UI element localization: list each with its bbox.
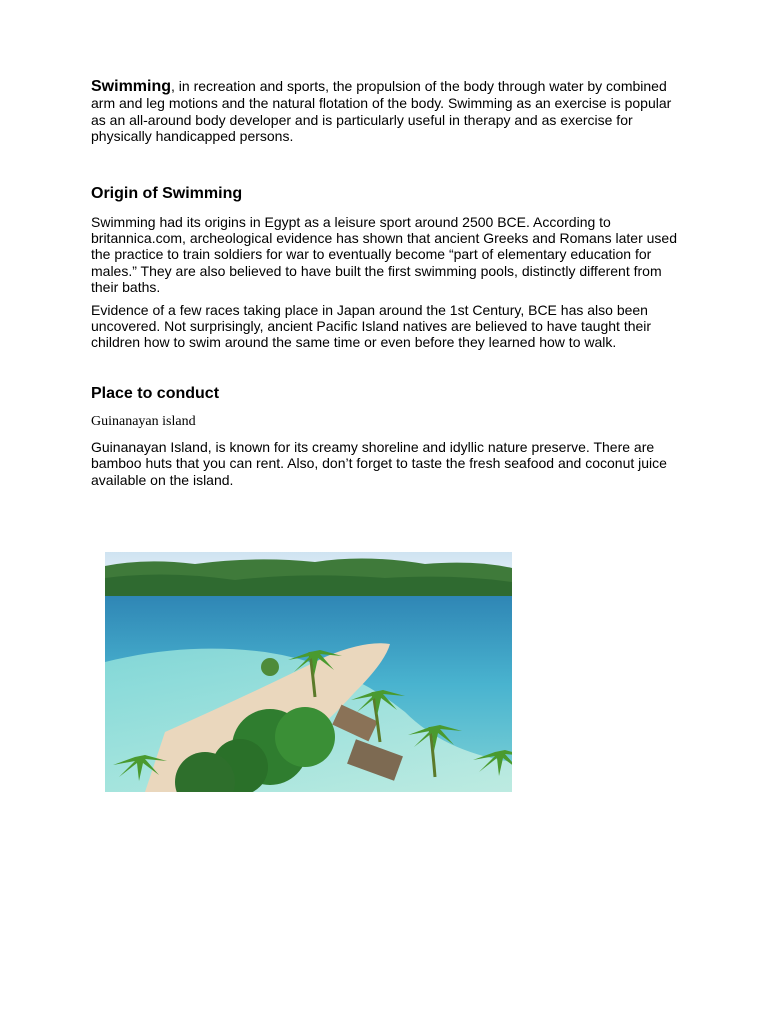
intro-paragraph xyxy=(91,78,681,145)
place-heading: Place to conduct xyxy=(91,384,220,402)
origin-paragraph-1: Swimming had its origins in Egypt as a leisure sport around 2500 BCE. According to britannica.com, archeological evidence has shown that ancient Greeks and Romans later used the practice to train soldiers for war to eventually become “part of elementary education for males.” They are also believed to have built the first swimming pools, distinctly different from their baths. xyxy=(91,213,677,296)
document-page xyxy=(91,78,681,488)
island-photo-drawing xyxy=(105,552,512,792)
intro-lead-word: Swimming xyxy=(91,78,172,95)
place-subheading: Guinanayan island xyxy=(91,413,196,429)
place-paragraph: Guinanayan Island, is known for its creamy shoreline and idyllic nature preserve. There are bamboo huts that you can rent. Also, don’t forget to taste the fresh seafood and coconut juice available on the island. xyxy=(91,438,667,488)
intro-text: , in recreation and sports, the propulsion of the body through water by combined arm and leg motions and the natural flotation of the body. Swimming as an exercise is popular as an all-around body developer and is particularly useful in therapy and as exercise for physically handicapped persons. xyxy=(91,78,672,145)
origin-heading: Origin of Swimming xyxy=(91,184,243,202)
origin-paragraph-2: Evidence of a few races taking place in Japan around the 1st Century, BCE has also been uncovered. Not surprisingly, ancient Pacific Island natives are believed to have taught their children how to swim around the same time or even before they learned how to walk. xyxy=(91,301,652,351)
island-photo xyxy=(105,552,512,792)
